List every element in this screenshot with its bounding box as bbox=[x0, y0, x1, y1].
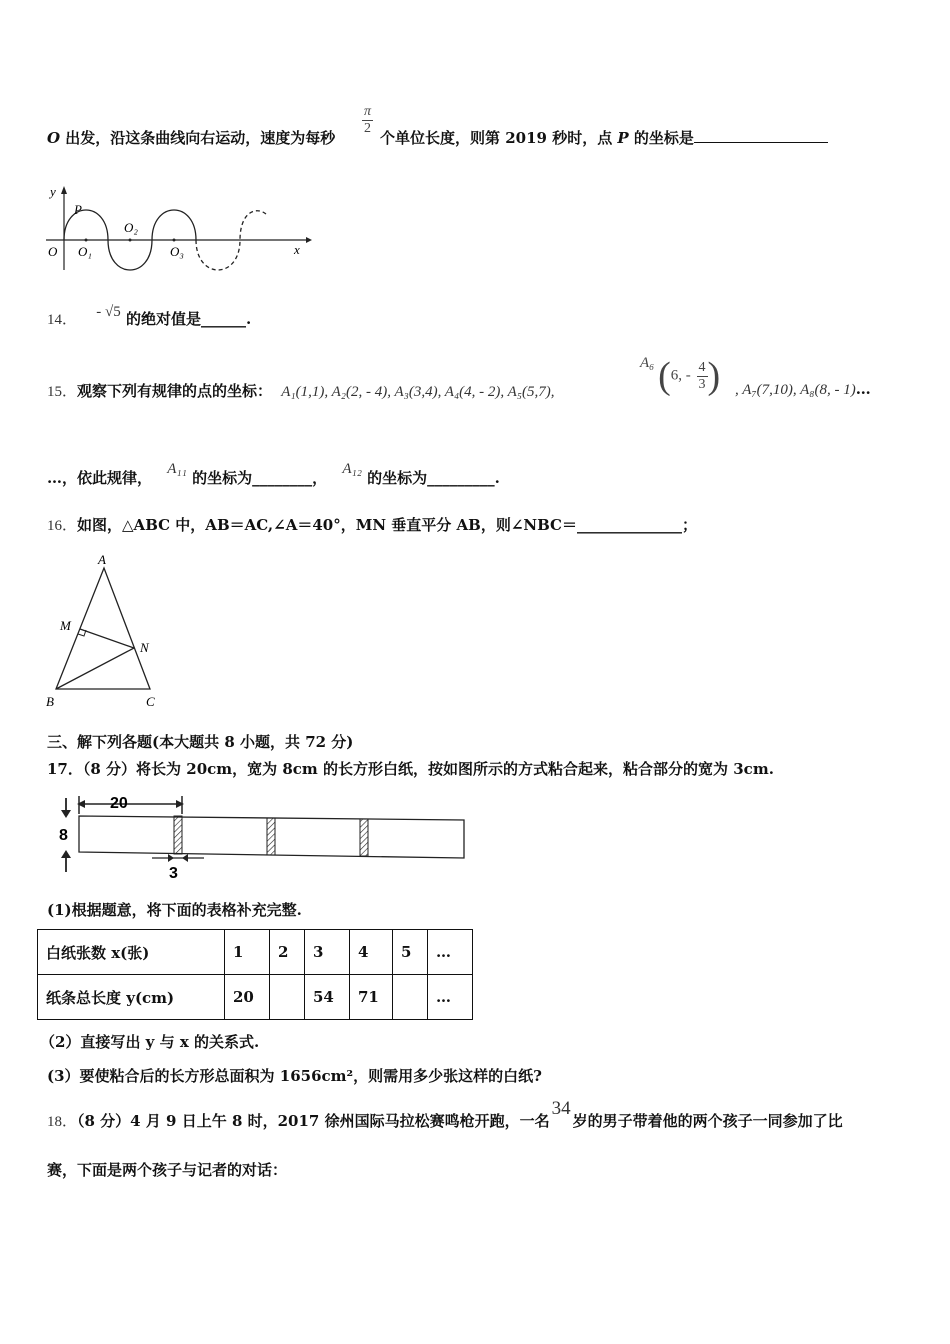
segment-bn bbox=[56, 648, 134, 689]
overlap-2 bbox=[267, 818, 275, 855]
label-O1: O₁ bbox=[78, 244, 92, 259]
q16: 16．如图，△ABC 中，AB＝AC,∠A＝40°，MN 垂直平分 AB，则∠NBC＝______________； bbox=[47, 516, 697, 534]
label-A: A bbox=[98, 552, 106, 567]
label-3: 3 bbox=[169, 865, 178, 882]
label-y: y bbox=[50, 184, 56, 199]
segment-mn bbox=[80, 629, 134, 648]
sine-curve-figure bbox=[44, 182, 314, 274]
q13-text: O 出发，沿这条曲线向右运动，速度为每秒 bbox=[47, 129, 336, 147]
label-O: O bbox=[48, 244, 58, 259]
label-N: N bbox=[140, 640, 149, 655]
q18-line1: 18．（8 分）4 月 9 日上午 8 时，2017 徐州国际马拉松赛鸣枪开跑，一名34岁的男子带着他的两个孩子一同参加了比 bbox=[47, 1098, 843, 1130]
label-O3: O₃ bbox=[170, 244, 184, 259]
age-34: 34 bbox=[551, 1098, 571, 1119]
q17-sub1: (1)根据题意，将下面的表格补充完整. bbox=[47, 901, 302, 919]
neg-sqrt5: - √5 bbox=[96, 304, 121, 320]
pi-over-2-fraction: $\frac{\pi}{2}$ bbox=[364, 104, 372, 136]
label-x: x bbox=[294, 242, 300, 257]
q17-table bbox=[37, 929, 473, 1020]
q13-text-cont: 个单位长度，则第 2019 秒时，点 P 的坐标是 bbox=[380, 127, 828, 148]
q14: 14． - √5 的绝对值是______. bbox=[47, 304, 252, 328]
section-3-heading: 三、解下列各题(本大题共 8 小题，共 72 分) bbox=[47, 733, 354, 751]
label-M: M bbox=[60, 618, 71, 633]
label-O2: O₂ bbox=[124, 220, 138, 235]
a6-point: A₆ (6, - $\frac{4}{3}$ ) bbox=[640, 355, 721, 397]
q15-line1-tail: , A₇(7,10), A₈(8, - 1)… bbox=[735, 380, 871, 398]
label-P: P bbox=[74, 202, 82, 217]
table-row: 纸条总长度 y(cm) 20 54 71 … bbox=[38, 975, 473, 1020]
overlap-1 bbox=[174, 816, 182, 854]
table-row: 白纸张数 x(张) 1 2 3 4 5 … bbox=[38, 930, 473, 975]
label-8: 8 bbox=[59, 827, 68, 844]
triangle-figure bbox=[44, 552, 164, 712]
y-arrow bbox=[61, 186, 67, 194]
label-B: B bbox=[46, 694, 54, 709]
label-20: 20 bbox=[110, 795, 128, 812]
x-arrow bbox=[306, 237, 312, 243]
paper-strip-figure bbox=[52, 790, 472, 882]
q17-sub3: (3）要使粘合后的长方形总面积为 1656cm²，则需用多少张这样的白纸? bbox=[47, 1067, 542, 1085]
points-sequence: A₁(1,1), A₂(2, - 4), A₃(3,4), A₄(4, - 2), A₅(5,7), bbox=[281, 384, 555, 400]
q15-line2: …，依此规律， A₁₁ 的坐标为________， A₁₂ 的坐标为_________. bbox=[47, 461, 500, 487]
q17-header: 17．（8 分）将长为 20cm，宽为 8cm 的长方形白纸，按如图所示的方式粘合起来，粘合部分的宽为 3cm. bbox=[47, 760, 774, 778]
label-C: C bbox=[146, 694, 155, 709]
overlap-3 bbox=[360, 819, 368, 856]
q17-sub2: （2）直接写出 y 与 x 的关系式. bbox=[40, 1033, 260, 1051]
q15-line1: 15．观察下列有规律的点的坐标： A₁(1,1), A₂(2, - 4), A₃(3,4), A₄(4, - 2), A₅(5,7), bbox=[47, 382, 555, 400]
q18-line2: 赛，下面是两个孩子与记者的对话： bbox=[47, 1161, 288, 1179]
